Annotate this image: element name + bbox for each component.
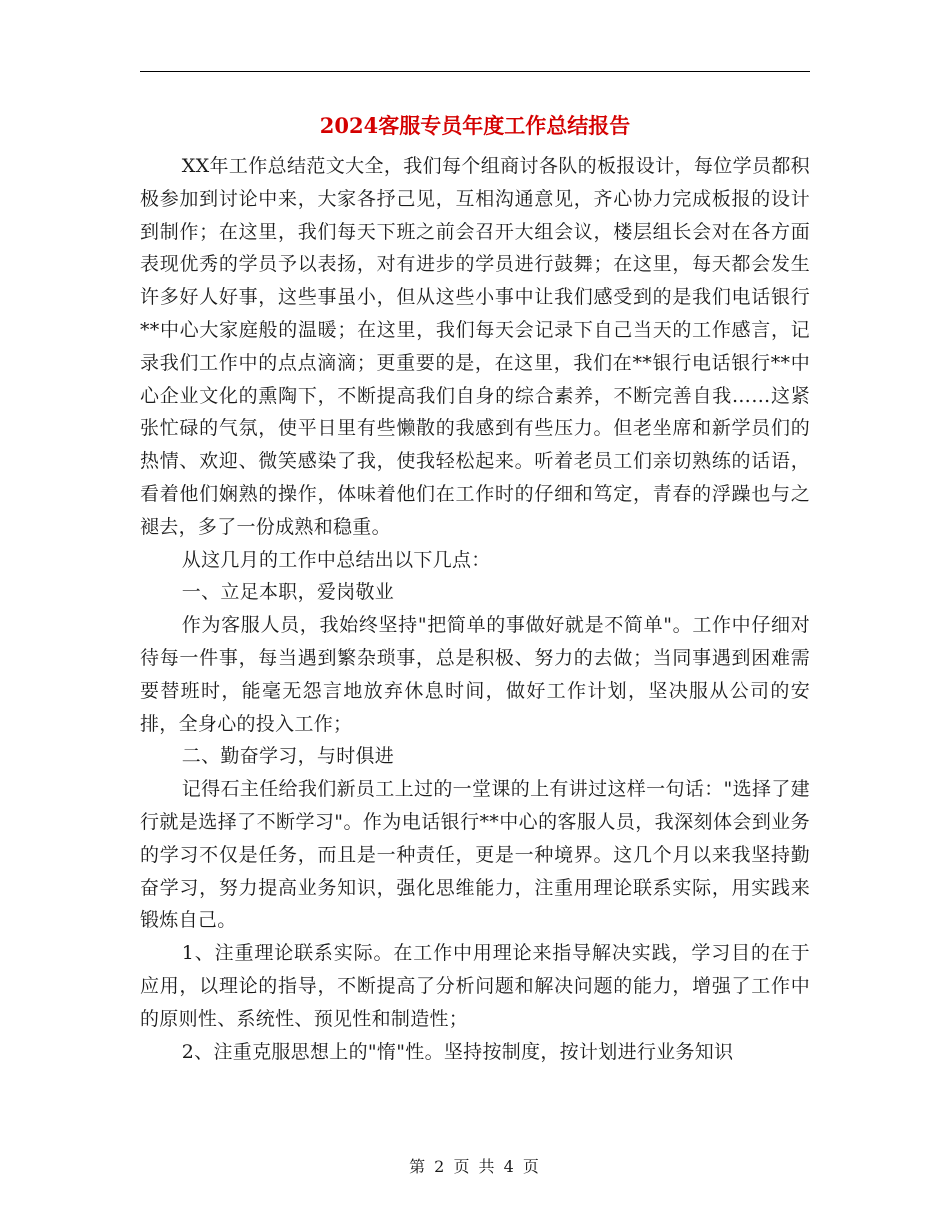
paragraph-intro: XX年工作总结范文大全，我们每个组商讨各队的板报设计，每位学员都积极参加到讨论中来，大家各抒己见，互相沟通意见，齐心协力完成板报的设计到制作；在这里，我们每天下班之前会召开大组会议，楼层组长会对在各方面表现优秀的学员予以表扬，对有进步的学员进行鼓舞；在这里，每天都会发生许多好人好事，这些事虽小，但从这些小事中让我们感受到的是我们电话银行**中心大家庭般的温暖；在这里，我们每天会记录下自己当天的工作感言，记录我们工作中的点点滴滴；更重要的是，在这里，我们在**银行电话银行**中心企业文化的熏陶下，不断提高我们自身的综合素养，不断完善自我……这紧张忙碌的气氛，使平日里有些懒散的我感到有些压力。但老坐席和新学员们的热情、欢迎、微笑感染了我，使我轻松起来。听着老员工们亲切熟练的话语，看着他们娴熟的操作，体味着他们在工作时的仔细和笃定，青春的浮躁也与之褪去，多了一份成熟和稳重。 (140, 155, 810, 538)
list-item-1: 1、注重理论联系实际。在工作中用理论来指导解决实践，学习目的在于应用，以理论的指导，不断提高了分析问题和解决问题的能力，增强了工作中的原则性、系统性、预见性和制造性； (140, 942, 810, 1030)
section-heading-2: 二、勤奋学习，与时俱进 (181, 745, 395, 768)
list-item-2: 2、注重克服思想上的"惰"性。坚持按制度，按计划进行业务知识 (181, 1040, 734, 1063)
paragraph-summary-lead: 从这几月的工作中总结出以下几点： (181, 548, 491, 571)
header-rule (140, 71, 810, 72)
section-heading-1: 一、立足本职，爱岗敬业 (181, 581, 395, 604)
document-title: 2024客服专员年度工作总结报告 (319, 113, 631, 138)
paragraph-section-2: 记得石主任给我们新员工上过的一堂课的上有讲过这样一句话："选择了建行就是选择了不断学习"。作为电话银行**中心的客服人员，我深刻体会到业务的学习不仅是任务，而且是一种责任，更是一种境界。这几个月以来我坚持勤奋学习，努力提高业务知识，强化思维能力，注重用理论联系实际，用实践来锻炼自己。 (140, 778, 810, 932)
page-number: 第 2 页 共 4 页 (409, 1157, 541, 1176)
document-body (140, 150, 810, 1068)
paragraph-section-1: 作为客服人员，我始终坚持"把简单的事做好就是不简单"。工作中仔细对待每一件事，每当遇到繁杂琐事，总是积极、努力的去做；当同事遇到困难需要替班时，能毫无怨言地放弃休息时间，做好工作计划，坚决服从公司的安排，全身心的投入工作； (140, 614, 810, 735)
